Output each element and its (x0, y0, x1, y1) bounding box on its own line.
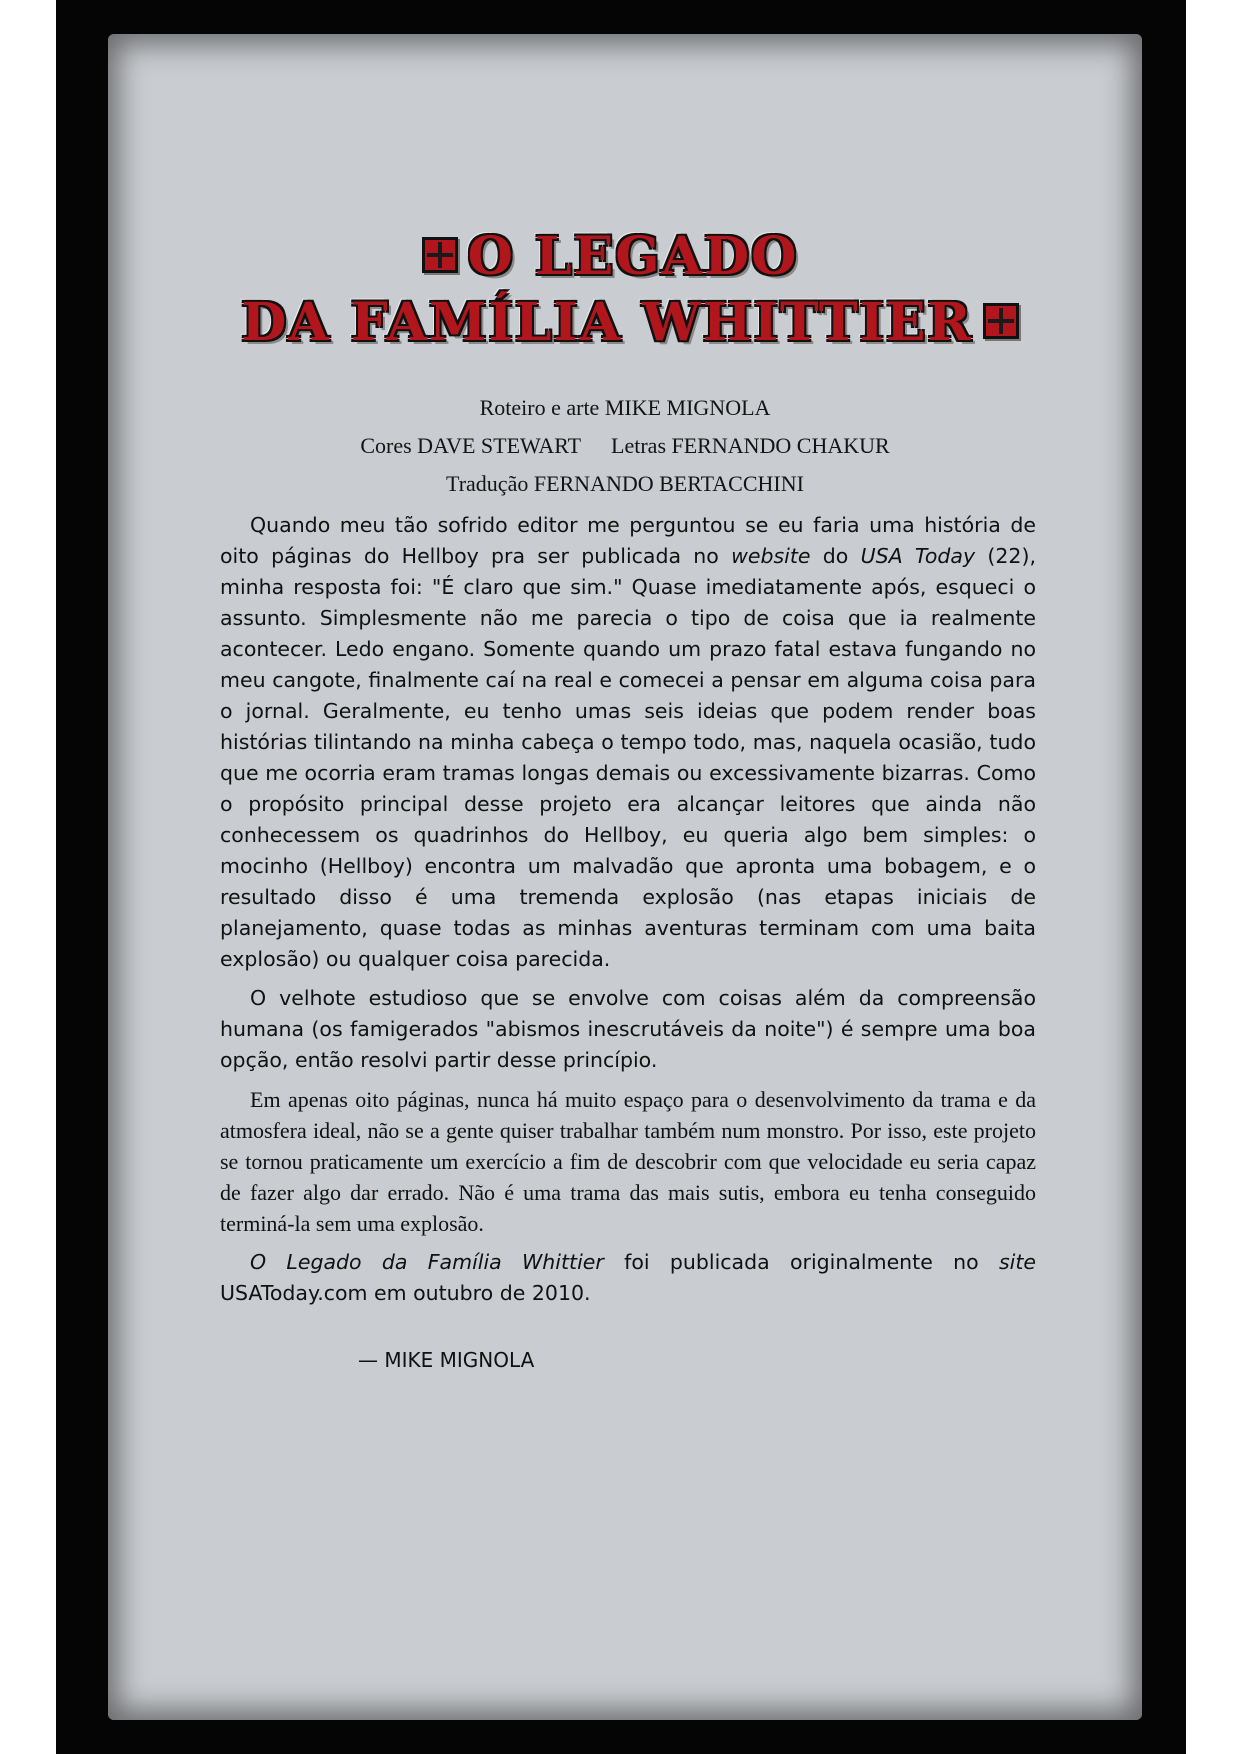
title-text-2: DA FAMÍLIA WHITTIER (241, 292, 973, 353)
title-line-2 (128, 290, 1142, 356)
paragraph-1-text-c: do (810, 544, 861, 568)
cross-icon (983, 303, 1019, 339)
paragraph-4-text-d: USAToday.com em outubro de 2010. (220, 1281, 591, 1305)
credits-block (108, 389, 1142, 503)
credit-translation: Tradução FERNANDO BERTACCHINI (446, 471, 804, 496)
credit-colors: Cores DAVE STEWART (360, 433, 582, 458)
title-text-1: O LEGADO (467, 226, 799, 287)
paragraph-3: Em apenas oito páginas, nunca há muito espaço para o desenvolvimento da trama e da atmosfera ideal, não se a gente quiser trabalhar também num monstro. Por isso, este projeto se tornou praticamente um exercício a fim de descobrir com que velocidade eu seria capaz de fazer algo dar errado. Não é uma trama das mais sutis, embora eu tenha conseguido terminá-la sem uma explosão. (220, 1087, 1036, 1236)
cross-icon (422, 237, 458, 273)
paragraph-1 (220, 510, 1036, 975)
article-body (220, 510, 1036, 1317)
paragraph-1-text-a: Quando meu tão sofrido editor me perguntou se eu faria uma história de oito páginas do Hellboy pra ser publicada no (220, 513, 1036, 568)
title-line-1 (68, 224, 1142, 290)
credit-script-art: Roteiro e arte MIKE MIGNOLA (479, 395, 771, 420)
credit-letters: Letras FERNANDO CHAKUR (611, 433, 890, 458)
page-title (108, 224, 1142, 356)
paragraph-4-italic-site: site (998, 1250, 1036, 1274)
paragraph-1-italic-website: website (731, 544, 811, 568)
paragraph-4-italic-title: O Legado da Família Whittier (250, 1250, 604, 1274)
paragraph-4-text-b: foi publicada originalmente no (603, 1250, 999, 1274)
paragraph-4 (220, 1247, 1036, 1309)
paragraph-2: O velhote estudioso que se envolve com coisas além da compreensão humana (os famigerados "abismos inescrutáveis da noite") é sempre uma boa opção, então resolvi partir desse princípio. (220, 986, 1036, 1072)
paragraph-1-italic-usatoday: USA Today (860, 544, 976, 568)
credit-colors-letters (108, 427, 1142, 465)
paragraph-1-text-e: (22), minha resposta foi: "É claro que sim." Quase imediatamente após, esqueci o assunto. Simplesmente não me parecia o tipo de coisa que ia realmente acontecer. Ledo engano. Somente quando um prazo fatal estava fungando no meu cangote, finalmente caí na real e comecei a pensar em alguma coisa para o jornal. Geralmente, eu tenho umas seis ideias que podem render boas histórias tilintando na minha cabeça o tempo todo, mas, naquela ocasião, tudo que me ocorria eram tramas longas demais ou excessivamente bizarras. Como o propósito principal desse projeto era alcançar leitores que ainda não conhecessem os quadrinhos do Hellboy, eu queria algo bem simples: o mocinho (Hellboy) encontra um malvadão que apronta uma bobagem, e o resultado disso é uma tremenda explosão (nas etapas iniciais de planejamento, quase todas as minhas aventuras terminam com uma baita explosão) ou qualquer coisa parecida. (220, 544, 1036, 971)
signature: — MIKE MIGNOLA (358, 1348, 535, 1372)
page-sheet (108, 34, 1142, 1720)
